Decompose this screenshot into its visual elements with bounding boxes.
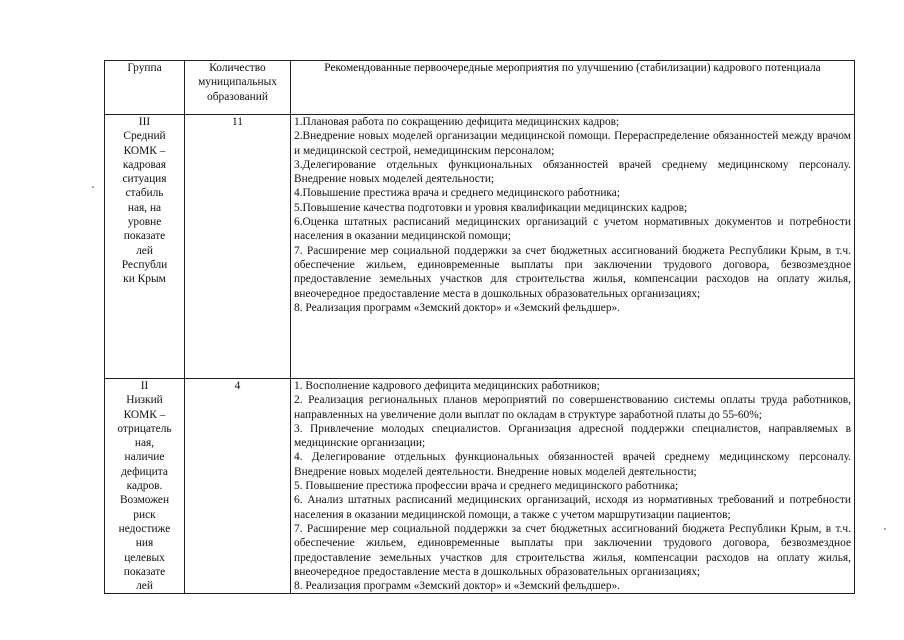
group-line: риск xyxy=(133,508,156,521)
group-line: ная, на xyxy=(127,201,162,214)
group-line: показате xyxy=(123,565,166,578)
group-line: Республи xyxy=(121,258,168,271)
measure-item: 2.Внедрение новых моделей организации медицинской помощи. Перераспределение обязанностей между врачом и медицинской сестрой, немедицинским персоналом; xyxy=(294,130,851,157)
group-line: кадровая xyxy=(122,158,167,171)
measure-item: 5. Повышение престижа профессии врача и среднего медицинского работника; xyxy=(294,480,679,493)
group-line: Возможен xyxy=(119,494,170,507)
measure-item: 2. Реализация региональных планов мероприятий по совершенствованию системы оплаты труда работников, направленных на увеличение доли выплат по окладам в структуре заработной платы до 55-60%; xyxy=(294,394,851,421)
measure-item: 4. Делегирование отдельных функциональных обязанностей врачей среднему медицинскому персоналу. Внедрение новых моделей деятельности. Внедрение новых моделей деятельности; xyxy=(294,451,851,478)
measures-cell xyxy=(291,379,855,594)
group-line: ная, xyxy=(134,437,155,450)
measure-item: 1.Плановая работа по сокращению дефицита медицинских кадров; xyxy=(294,116,620,128)
group-line: КОМК – xyxy=(123,144,166,157)
measure-item: 8. Реализация программ «Земский доктор» и «Земский фельдшер». xyxy=(294,301,621,314)
measure-item: 6. Анализ штатных расписаний медицинских организаций, исходя из нормативных требований и потребности населения в оказании медицинской помощи, а также с учетом маршрутизации пациентов; xyxy=(294,494,851,521)
group-line: ки Крым xyxy=(123,273,166,286)
header-group: Группа xyxy=(105,61,185,115)
count-cell: 11 xyxy=(185,115,291,379)
table-header-row xyxy=(105,61,855,115)
scan-speck xyxy=(884,528,886,530)
group-line: дефицита xyxy=(121,465,168,478)
group-line: показате xyxy=(123,230,166,243)
group-line: наличие xyxy=(124,451,165,464)
measure-item: 3. Привлечение молодых специалистов. Организация адресной поддержки специалистов, направляемых в медицинские организации; xyxy=(294,422,851,450)
group-line: Средний xyxy=(123,130,166,143)
group-line: Низкий xyxy=(126,394,163,407)
group-cell xyxy=(105,379,185,594)
group-line: III xyxy=(138,116,151,128)
scan-speck xyxy=(92,186,94,188)
group-line: лей xyxy=(136,244,153,257)
measures-cell xyxy=(291,115,855,379)
group-line: лей xyxy=(136,580,153,593)
group-line: отрицатель xyxy=(117,422,172,435)
measure-item: 7. Расширение мер социальной поддержки за счет бюджетных ассигнований бюджета Республики Крым, в т.ч. обеспечение жильем, единовременные выплаты при заключении трудового договора, безвозмездное предоставление земельных участков для строительства жилья, компенсации расходов на оплату жилья, внеочередное предоставление места в дошкольных образовательных организациях; xyxy=(294,244,851,300)
group-line: уровне xyxy=(127,216,162,229)
measure-item: 6.Оценка штатных расписаний медицинских организаций с учетом нормативных документов и потребности населения в оказании медицинской помощи; xyxy=(294,216,851,243)
measures-table xyxy=(104,60,855,594)
group-line: недостиже xyxy=(118,522,171,535)
table-row xyxy=(105,115,855,379)
group-line: ситуация xyxy=(122,173,167,186)
measure-item: 3.Делегирование отдельных функциональных обязанностей врачей среднему медицинскому персоналу. Внедрение новых моделей деятельности; xyxy=(294,158,851,186)
group-cell xyxy=(105,115,185,379)
count-cell: 4 xyxy=(185,379,291,594)
group-line: ния xyxy=(135,537,154,550)
group-line: целевых xyxy=(124,551,165,564)
header-count: Количество муниципальных образований xyxy=(185,61,291,115)
header-measures: Рекомендованные первоочередные мероприятия по улучшению (стабилизации) кадрового потенциала xyxy=(291,61,855,115)
measure-item: 1. Восполнение кадрового дефицита медицинских работников; xyxy=(294,380,600,392)
measure-item: 5.Повышение качества подготовки и уровня квалификации медицинских кадров; xyxy=(294,201,688,214)
measure-item: 8. Реализация программ «Земский доктор» и «Земский фельдшер». xyxy=(294,580,621,593)
group-line: КОМК – xyxy=(123,408,166,421)
group-line: стабиль xyxy=(125,187,164,200)
group-line: II xyxy=(140,380,149,392)
group-line: кадров. xyxy=(126,480,163,493)
measure-item: 4.Повышение престижа врача и среднего медицинского работника; xyxy=(294,187,621,200)
table-row xyxy=(105,379,855,594)
measure-item: 7. Расширение мер социальной поддержки за счет бюджетных ассигнований бюджета Республики Крым, в т.ч. обеспечение жильем, единовременные выплаты при заключении трудового договора, безвозмездное предоставление земельных участков для строительства жилья, компенсации расходов на оплату жилья, внеочередное предоставление места в дошкольных образовательных организациях; xyxy=(294,522,851,578)
